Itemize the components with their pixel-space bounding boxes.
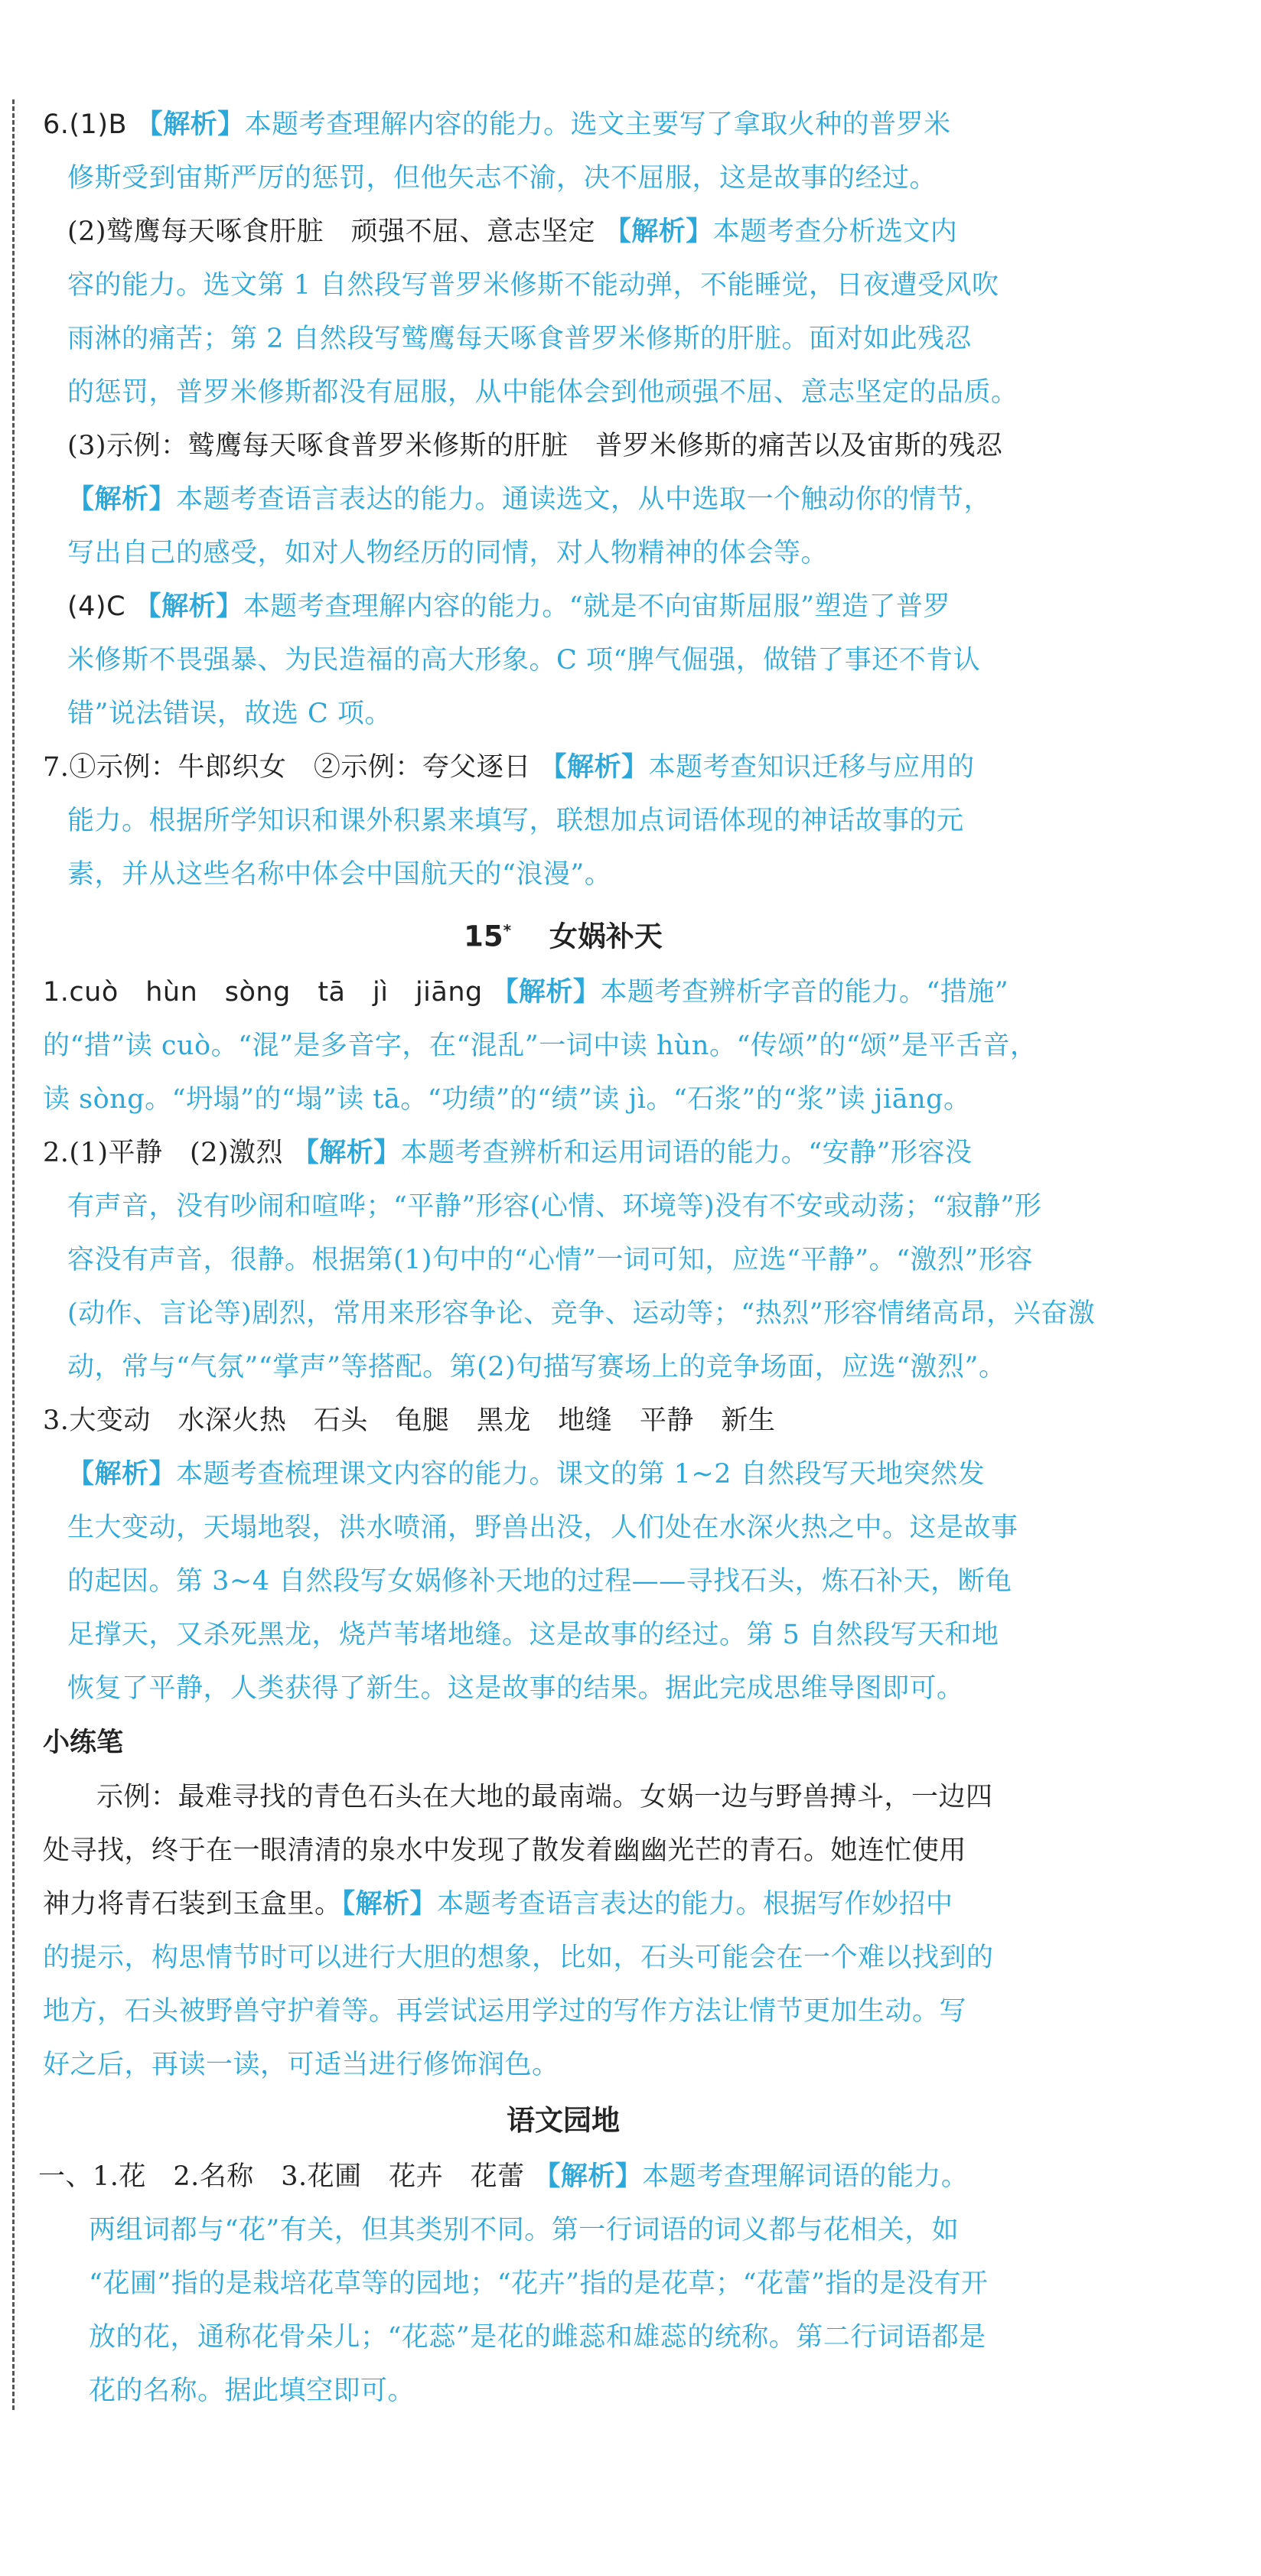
practice-heading: 小练笔 [43, 1728, 124, 1759]
binding-dashed-line [12, 99, 15, 2410]
analysis-text: 本题考查辨析字音的能力。“措施” [600, 977, 1009, 1008]
garden-q1-line-2: 两组词都与“花”有关，但其类别不同。第一行词语的词义都与花相关，如 [89, 2215, 960, 2246]
q6-line-1 [43, 98, 1083, 151]
q6-2-line-1 [43, 205, 1083, 259]
l15-q2-line-5: 动，常与“气氛”“掌声”等搭配。第(2)句描写赛场上的竞争场面，应选“激烈”。 [67, 1352, 1006, 1383]
q6-2-line-2: 容的能力。选文第 1 自然段写普罗米修斯不能动弹，不能睡觉，日夜遭受风吹 [67, 270, 999, 301]
practice-line-4: 的提示，构思情节时可以进行大胆的想象，比如，石头可能会在一个难以找到的 [43, 1943, 994, 1974]
answer-content [38, 98, 1096, 2418]
q6-3-answer: (3)示例：鹫鹰每天啄食普罗米修斯的肝脏 普罗米修斯的痛苦以及宙斯的残忍 [67, 431, 1003, 461]
l15-q2-answer: 2.(1)平静 (2)激烈 [43, 1138, 284, 1169]
q6-4-answer: (4)C [67, 591, 126, 622]
practice-line-2: 处寻找，终于在一眼清清的泉水中发现了散发着幽幽光芒的青石。她连忙使用 [43, 1835, 967, 1867]
lesson-number: 15 [464, 920, 503, 953]
l15-q2-line-3: 容没有声音，很静。根据第(1)句中的“心情”一词可知，应选“平静”。“激烈”形容 [67, 1245, 1033, 1276]
l15-q1-line-3: 读 sòng。“坍塌”的“塌”读 tā。“功绩”的“绩”读 jì。“石浆”的“浆”读 jiāng。 [43, 1084, 971, 1115]
analysis-text: 本题考查语言表达的能力。根据写作妙招中 [437, 1889, 953, 1920]
analysis-tag: 【解析】 [292, 1138, 401, 1169]
q6-2-line-4: 的惩罚，普罗米修斯都没有屈服，从中能体会到他顽强不屈、意志坚定的品质。 [67, 377, 1018, 408]
l15-q1-line-1 [43, 966, 1083, 1019]
l15-q2-line-1 [43, 1126, 1083, 1180]
garden-title: 语文园地 [507, 2104, 620, 2138]
analysis-tag: 【解析】 [67, 484, 177, 515]
l15-q3-analysis-2: 生大变动，天塌地裂，洪水喷涌，野兽出没，人们处在水深火热之中。这是故事 [67, 1513, 1018, 1544]
practice-text: 神力将青石装到玉盒里。 [43, 1889, 342, 1920]
practice-line-1: 示例：最难寻找的青色石头在大地的最南端。女娲一边与野兽搏斗，一边四 [96, 1782, 993, 1813]
analysis-tag: 【解析】 [539, 752, 649, 783]
q7-answer: 7.①示例：牛郎织女 ②示例：夸父逐日 [43, 752, 531, 783]
garden-q1-answer: 一、1.花 2.名称 3.花圃 花卉 花蕾 [38, 2161, 525, 2193]
q6-3-analysis-1 [43, 473, 1083, 526]
analysis-text: 本题考查梳理课文内容的能力。课文的第 1~2 自然段写天地突然发 [176, 1459, 986, 1490]
analysis-text: 本题考查辨析和运用词语的能力。“安静”形容没 [400, 1138, 973, 1169]
l15-q3-analysis-3: 的起因。第 3~4 自然段写女娲修补天地的过程——寻找石头，炼石补天，断龟 [67, 1566, 1012, 1597]
q6-4-line-2: 米修斯不畏强暴、为民造福的高大形象。C 项“脾气倔强，做错了事还不肯认 [67, 645, 981, 676]
analysis-text: 本题考查理解词语的能力。 [642, 2161, 969, 2193]
garden-q1-line-3: “花圃”指的是栽培花草等的园地；“花卉”指的是花草；“花蕾”指的是没有开 [89, 2268, 989, 2300]
q7-line-1 [43, 741, 1083, 794]
lesson-name: 女娲补天 [549, 920, 663, 953]
q6-2-answer: (2)鹫鹰每天啄食肝脏 顽强不屈、意志坚定 [67, 217, 596, 247]
analysis-text: 本题考查理解内容的能力。“就是不向宙斯屈服”塑造了普罗 [243, 591, 950, 622]
analysis-tag: 【解析】 [134, 591, 243, 622]
q6-4-line-3: 错”说法错误，故选 C 项。 [67, 699, 392, 729]
analysis-tag: 【解析】 [604, 217, 713, 247]
l15-q1-answer: 1.cuò hùn sòng tā jì jiāng [43, 977, 483, 1008]
analysis-tag: 【解析】 [67, 1459, 177, 1490]
l15-q3-analysis-4: 足撑天，又杀死黑龙，烧芦苇堵地缝。这是故事的经过。第 5 自然段写天和地 [67, 1620, 999, 1651]
practice-line-6: 好之后，再读一读，可适当进行修饰润色。 [43, 2050, 559, 2081]
l15-q3-analysis-1 [43, 1448, 1083, 1501]
l15-q2-line-2: 有声音，没有吵闹和喧哗；“平静”形容(心情、环境等)没有不安或动荡；“寂静”形 [67, 1191, 1042, 1223]
analysis-tag: 【解析】 [533, 2161, 643, 2193]
practice-line-3 [43, 1877, 1083, 1931]
q7-line-3: 素，并从这些名称中体会中国航天的“浪漫”。 [67, 859, 612, 890]
l15-q1-line-2: 的“措”读 cuò。“混”是多音字，在“混乱”一词中读 hùn。“传颂”的“颂”是平舌音， [43, 1031, 1038, 1062]
lesson-15-title [43, 901, 1083, 966]
garden-q1-line-1 [38, 2150, 1083, 2203]
l15-q3-analysis-5: 恢复了平静，人类获得了新生。这是故事的结果。据此完成思维导图即可。 [67, 1673, 964, 1705]
l15-q2-line-4: (动作、言论等)剧烈，常用来形容争论、竞争、运动等；“热烈”形容情绪高昂，兴奋激 [67, 1298, 1096, 1330]
analysis-text: 本题考查知识迁移与应用的 [648, 752, 975, 783]
analysis-text: 本题考查语言表达的能力。通读选文，从中选取一个触动你的情节， [176, 484, 992, 515]
l15-q3-answer: 3.大变动 水深火热 石头 龟腿 黑龙 地缝 平静 新生 [43, 1405, 776, 1437]
garden-q1-line-5: 花的名称。据此填空即可。 [89, 2376, 415, 2407]
garden-q1-line-4: 放的花，通称花骨朵儿；“花蕊”是花的雌蕊和雄蕊的统称。第二行词语都是 [89, 2322, 986, 2353]
analysis-tag: 【解析】 [491, 977, 601, 1008]
q6-1-answer: 6.(1)B [43, 109, 127, 140]
practice-line-5: 地方，石头被野兽守护着等。再尝试运用学过的写作方法让情节更加生动。写 [43, 1996, 967, 2027]
analysis-tag: 【解析】 [341, 1889, 438, 1920]
q6-4-line-1 [43, 580, 1083, 633]
q6-3-analysis-2: 写出自己的感受，如对人物经历的同情，对人物精神的体会等。 [67, 538, 829, 568]
q7-line-2: 能力。根据所学知识和课外积累来填写，联想加点词语体现的神话故事的元 [67, 806, 964, 836]
analysis-text: 本题考查理解内容的能力。选文主要写了拿取火种的普罗米 [244, 109, 951, 140]
analysis-text: 本题考查分析选文内 [712, 217, 958, 247]
q6-2-line-3: 雨淋的痛苦；第 2 自然段写鹫鹰每天啄食普罗米修斯的肝脏。面对如此残忍 [67, 324, 973, 354]
lesson-star: * [503, 921, 512, 940]
analysis-tag: 【解析】 [135, 109, 245, 140]
q6-line-2: 修斯受到宙斯严厉的惩罚，但他矢志不渝，决不屈服，这是故事的经过。 [67, 163, 937, 194]
